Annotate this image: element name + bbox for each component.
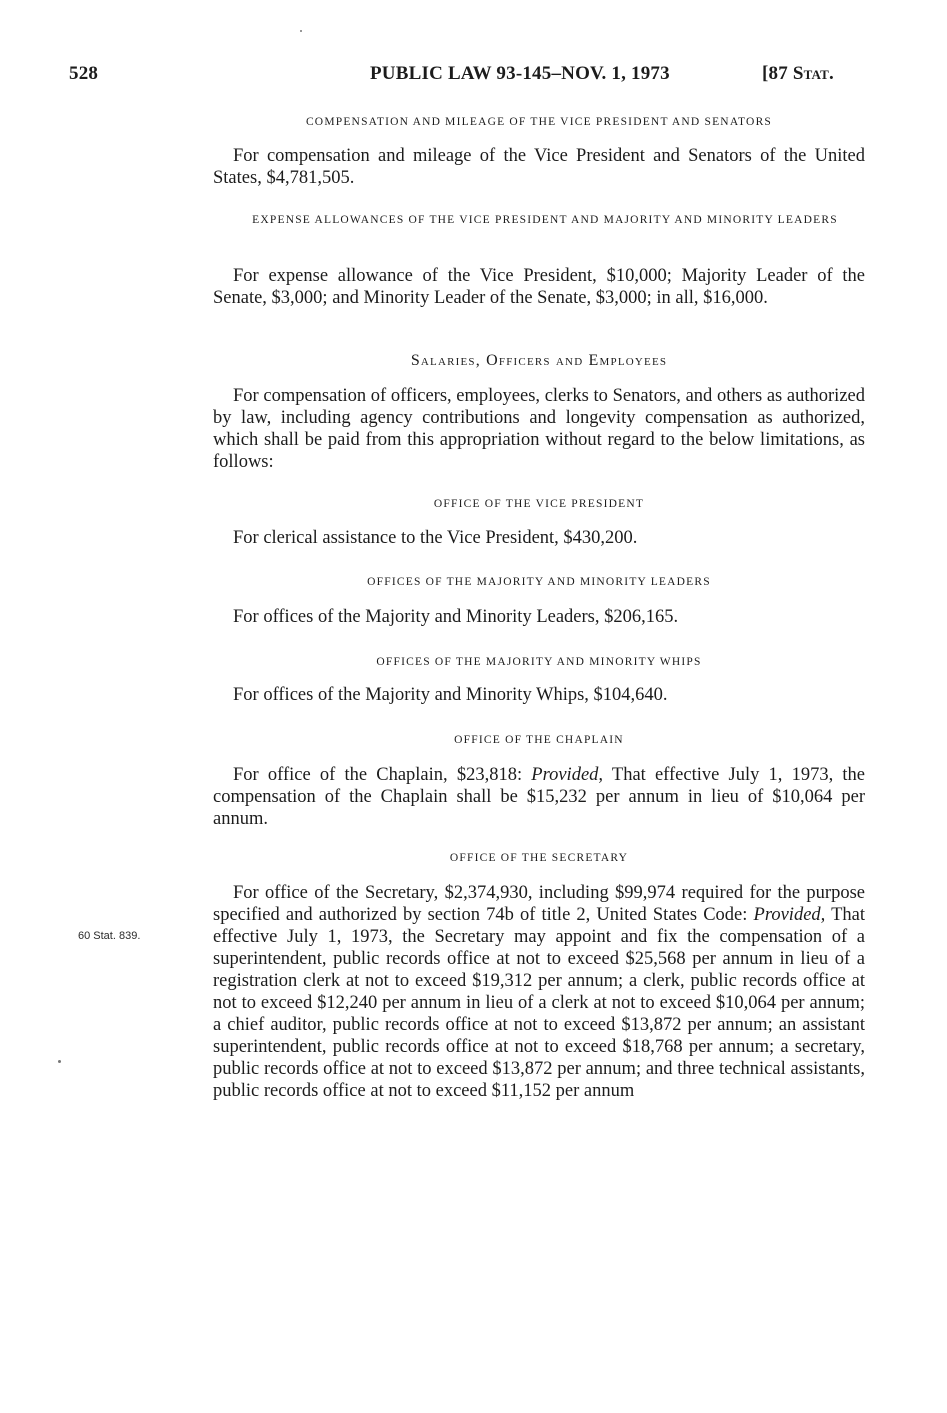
section-paragraph bbox=[213, 764, 865, 830]
paragraph-text: For office of the Secretary, $2,374,930, including $99,974 required for the purpose specified and authorized by section 74b of title 2, United States Code: bbox=[213, 883, 865, 925]
section-vice-president-office bbox=[213, 496, 865, 513]
provided-italic: Provided, bbox=[531, 765, 604, 785]
section-paragraph bbox=[213, 882, 865, 1102]
section-salaries-body bbox=[213, 385, 865, 473]
section-secretary-office-body bbox=[213, 882, 865, 1102]
margin-citation: 60 Stat. 839. bbox=[78, 930, 141, 942]
section-heading: OFFICES OF THE MAJORITY AND MINORITY LEADERS bbox=[367, 576, 711, 588]
section-heading: COMPENSATION AND MILEAGE OF THE VICE PRESIDENT AND SENATORS bbox=[305, 116, 773, 128]
section-compensation-mileage bbox=[213, 114, 865, 131]
paragraph-text: For office of the Chaplain, $23,818: bbox=[233, 765, 532, 785]
section-paragraph: For compensation of officers, employees, clerks to Senators, and others as authorized by law, including agency contributions and longevity compensation as authorized, which shall be paid from this appropriation without regard to the below limitations, as follows: bbox=[213, 386, 865, 472]
running-title: PUBLIC LAW 93-145–NOV. 1, 1973 bbox=[370, 63, 670, 84]
section-expense-allowances bbox=[250, 212, 840, 229]
section-heading: Salaries, Officers and Employees bbox=[410, 352, 668, 369]
section-chaplain-office-body bbox=[213, 764, 865, 830]
paragraph-text: That effective July 1, 1973, the compensation of the Chaplain shall be $15,232 per annum in lieu of $10,064 per annum. bbox=[213, 765, 865, 829]
section-heading: OFFICES OF THE MAJORITY AND MINORITY WHIPS bbox=[376, 656, 702, 668]
section-paragraph: For offices of the Majority and Minority Leaders, $206,165. bbox=[233, 607, 679, 627]
section-heading: OFFICE OF THE SECRETARY bbox=[449, 852, 629, 864]
section-paragraph: For offices of the Majority and Minority Whips, $104,640. bbox=[233, 685, 668, 705]
section-secretary-office bbox=[213, 850, 865, 867]
section-paragraph: For clerical assistance to the Vice President, $430,200. bbox=[233, 528, 638, 548]
scan-speck bbox=[58, 1060, 61, 1063]
paragraph-text: That effective July 1, 1973, the Secretary may appoint and fix the compensation of a superintendent, public records office at not to exceed $25,568 per annum in lieu of a registration clerk at not to exceed $19,312 per annum; a clerk, public records office at not to exceed $12,240 per annum in lieu of a clerk at not to exceed $10,064 per annum; a chief auditor, public records office at not to exceed $13,872 per annum; an assistant superintendent, public records office at not to exceed $18,768 per annum; a secretary, public records office at not to exceed $13,872 per annum; and three technical assistants, public records office at not to exceed $11,152 per annum bbox=[213, 905, 865, 1101]
section-expense-allowances-body bbox=[213, 265, 865, 309]
section-leaders-offices bbox=[213, 574, 865, 591]
volume-reference bbox=[762, 63, 834, 85]
section-heading: OFFICE OF THE CHAPLAIN bbox=[454, 734, 624, 746]
section-heading: EXPENSE ALLOWANCES OF THE VICE PRESIDENT AND MAJORITY AND MINORITY LEADERS bbox=[252, 214, 838, 226]
section-compensation-mileage-body bbox=[213, 145, 865, 189]
section-whips-offices-body bbox=[213, 684, 865, 706]
section-paragraph: For expense allowance of the Vice President, $10,000; Majority Leader of the Senate, $3,000; and Minority Leader of the Senate, $3,000; in all, $16,000. bbox=[213, 266, 865, 308]
section-whips-offices bbox=[213, 654, 865, 671]
provided-italic: Provided, bbox=[753, 905, 826, 925]
scan-speck bbox=[300, 30, 302, 32]
section-chaplain-office bbox=[213, 732, 865, 749]
section-vice-president-office-body bbox=[213, 527, 865, 549]
volume-reference-text: [87 Stat. bbox=[762, 63, 834, 84]
section-salaries bbox=[213, 352, 865, 370]
section-heading: OFFICE OF THE VICE PRESIDENT bbox=[433, 498, 645, 510]
section-paragraph: For compensation and mileage of the Vice President and Senators of the United States, $4,781,505. bbox=[213, 146, 865, 188]
page-number: 528 bbox=[69, 63, 99, 84]
section-leaders-offices-body bbox=[213, 606, 865, 628]
